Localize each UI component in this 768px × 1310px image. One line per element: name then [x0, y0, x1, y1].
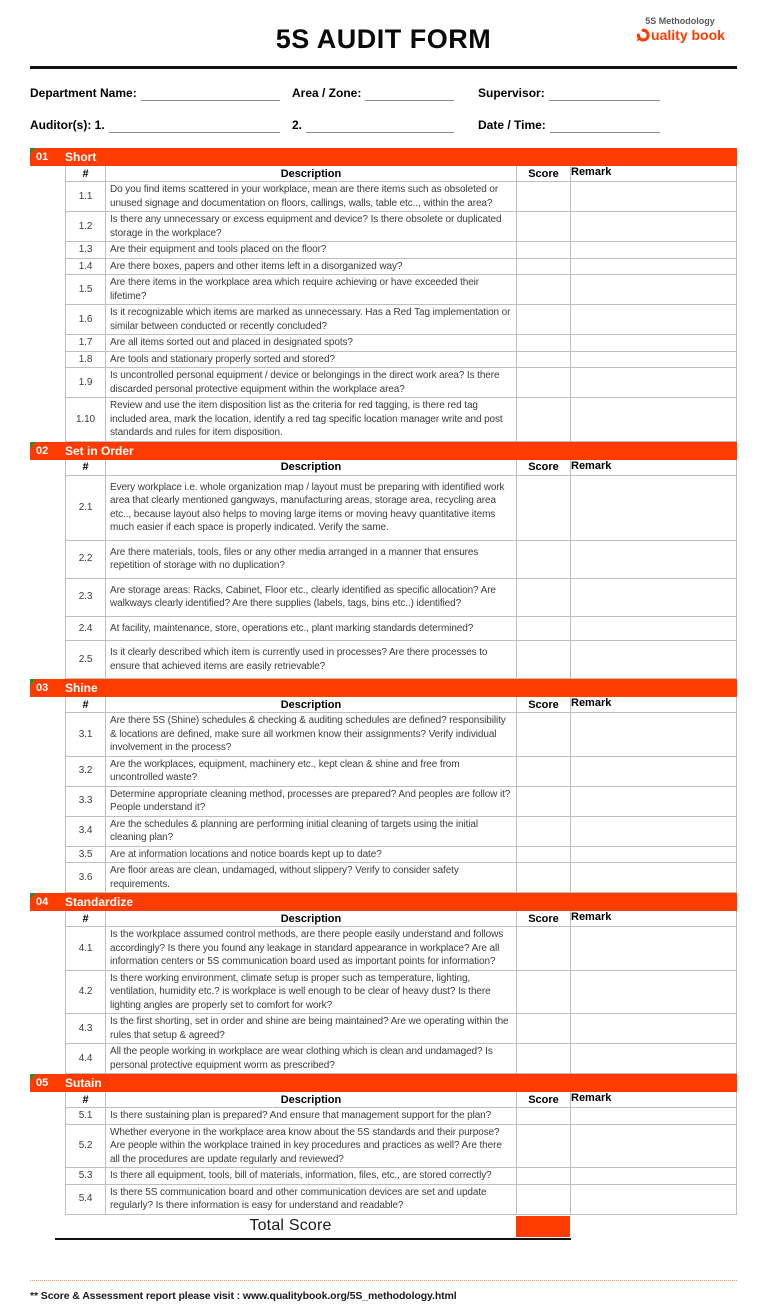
- page-title: 5S AUDIT FORM: [275, 24, 492, 54]
- score-cell[interactable]: [516, 242, 570, 259]
- section-04: [30, 893, 737, 1074]
- table-row: [65, 352, 737, 369]
- auditor-2-label: 2.: [292, 118, 303, 132]
- item-number: 2.5: [65, 641, 105, 679]
- item-description: Are the schedules & planning are performing initial cleaning of targets using the initial cleaning plan?: [105, 817, 516, 847]
- score-cell[interactable]: [516, 275, 570, 305]
- col-header-num: #: [65, 911, 105, 927]
- score-cell[interactable]: [516, 757, 570, 787]
- item-number: 4.1: [65, 927, 105, 971]
- audit-sections: [30, 148, 737, 1215]
- item-number: 1.2: [65, 212, 105, 242]
- item-number: 1.3: [65, 242, 105, 259]
- table-row: [65, 863, 737, 893]
- score-cell[interactable]: [516, 787, 570, 817]
- col-header-score: Score: [516, 697, 570, 713]
- section-header-bar: [30, 893, 737, 911]
- item-description: Determine appropriate cleaning method, processes are prepared? And peoples are follow it? People understand it?: [105, 787, 516, 817]
- department-name-field[interactable]: [141, 87, 280, 101]
- score-cell[interactable]: [516, 1014, 570, 1044]
- section-number: 04: [36, 896, 49, 908]
- table-row: [65, 368, 737, 398]
- item-description: Review and use the item disposition list as the criteria for red tagging, is there red tag included area, mark the location, identify a red tag specific location manager write and post standards and rules for item disposition.: [105, 398, 516, 442]
- item-description: Is the first shorting, set in order and shine are being maintained? Are we operating within the rules that setup & agreed?: [105, 1014, 516, 1044]
- item-number: 1.1: [65, 182, 105, 212]
- item-description: Is uncontrolled personal equipment / device or belongings in the direct work area? Is there discarded personal protective equipment within the workplace area?: [105, 368, 516, 398]
- table-row: [65, 305, 737, 335]
- total-score-cell[interactable]: [516, 1216, 570, 1237]
- section-header-bar: [30, 679, 737, 697]
- table-row: [65, 259, 737, 276]
- table-row: [65, 476, 737, 541]
- item-description: Whether everyone in the workplace area know about the 5S standards and their purpose? Are people within the workplace trained in key procedures and practices as well? Are there all the procedures are update regularly and reviewed?: [105, 1125, 516, 1169]
- total-score-label: Total Score: [249, 1216, 332, 1234]
- item-description: Are their equipment and tools placed on the floor?: [105, 242, 516, 259]
- quality-book-q-icon: [635, 28, 650, 43]
- item-description: Is it recognizable which items are marked as unnecessary. Has a Red Tag implementation or similar between conducted or recently concluded?: [105, 305, 516, 335]
- score-cell[interactable]: [516, 971, 570, 1015]
- item-description: Are tools and stationary properly sorted and stored?: [105, 352, 516, 369]
- remark-cell[interactable]: [570, 242, 737, 259]
- corner-marker-icon: [30, 679, 36, 685]
- item-description: Are at information locations and notice boards kept up to date?: [105, 847, 516, 864]
- section-number: 01: [36, 151, 49, 163]
- table-row: [65, 617, 737, 642]
- footer-note: ** Score & Assessment report please visit : www.qualitybook.org/5S_methodology.html: [30, 1289, 457, 1302]
- total-score-underline: [55, 1238, 571, 1240]
- item-number: 2.2: [65, 541, 105, 579]
- score-cell[interactable]: [516, 617, 570, 642]
- item-number: 4.2: [65, 971, 105, 1015]
- col-header-score: Score: [516, 911, 570, 927]
- table-row: [65, 971, 737, 1015]
- column-header-row: [65, 460, 737, 476]
- col-header-description: Description: [105, 911, 516, 927]
- item-description: Is there working environment, climate setup is proper such as temperature, lighting, ventilation, humidity etc.? is workplace is well enough to be clear of heavy dust? Is there lighting angles are properly set to comfort for work?: [105, 971, 516, 1015]
- table-row: [65, 398, 737, 442]
- score-cell[interactable]: [516, 1044, 570, 1074]
- section-number: 03: [36, 682, 49, 694]
- title-divider: [30, 66, 737, 69]
- remark-cell[interactable]: [570, 713, 737, 757]
- col-header-remark: Remark: [570, 1092, 737, 1108]
- item-number: 1.9: [65, 368, 105, 398]
- item-description: Are there items in the workplace area which require achieving or have exceeded their lifetime?: [105, 275, 516, 305]
- remark-cell[interactable]: [570, 1125, 737, 1169]
- corner-marker-icon: [30, 893, 36, 899]
- remark-cell[interactable]: [570, 787, 737, 817]
- area-zone-field[interactable]: [365, 87, 454, 101]
- section-title: Sutain: [65, 1076, 102, 1090]
- header-fields-row-2: [30, 118, 737, 133]
- remark-cell[interactable]: [570, 1108, 737, 1125]
- table-row: [65, 1044, 737, 1074]
- table-row: [65, 335, 737, 352]
- remark-cell[interactable]: [570, 368, 737, 398]
- item-description: Is the workplace assumed control methods, are there people easily understand and follows accordingly? Is there you found any leakage in standard appearance in workplace? Are all information centers or 5S communication board used as important points for information?: [105, 927, 516, 971]
- header-fields-row-1: [30, 86, 737, 101]
- item-number: 1.8: [65, 352, 105, 369]
- table-row: [65, 713, 737, 757]
- remark-cell[interactable]: [570, 275, 737, 305]
- item-number: 2.3: [65, 579, 105, 617]
- score-cell[interactable]: [516, 335, 570, 352]
- date-time-field[interactable]: [550, 119, 660, 133]
- score-cell[interactable]: [516, 476, 570, 541]
- remark-cell[interactable]: [570, 1168, 737, 1185]
- remark-cell[interactable]: [570, 182, 737, 212]
- remark-cell[interactable]: [570, 212, 737, 242]
- logo-tagline: 5S Methodology: [645, 16, 715, 26]
- remark-cell[interactable]: [570, 259, 737, 276]
- corner-marker-icon: [30, 1074, 36, 1080]
- section-title: Shine: [65, 681, 98, 695]
- section-02: [30, 442, 737, 680]
- col-header-num: #: [65, 697, 105, 713]
- department-name-label: Department Name:: [30, 86, 137, 100]
- table-row: [65, 1125, 737, 1169]
- remark-cell[interactable]: [570, 1014, 737, 1044]
- score-cell[interactable]: [516, 1125, 570, 1169]
- score-cell[interactable]: [516, 398, 570, 442]
- item-description: Is there 5S communication board and other communication devices are set and update regularly? Is there information is easy for understand and readable?: [105, 1185, 516, 1215]
- score-cell[interactable]: [516, 305, 570, 335]
- score-cell[interactable]: [516, 579, 570, 617]
- remark-cell[interactable]: [570, 1044, 737, 1074]
- score-cell[interactable]: [516, 212, 570, 242]
- score-cell[interactable]: [516, 863, 570, 893]
- col-header-remark: Remark: [570, 460, 737, 476]
- score-cell[interactable]: [516, 368, 570, 398]
- column-header-row: [65, 166, 737, 182]
- item-description: At facility, maintenance, store, operations etc., plant marking standards determined?: [105, 617, 516, 642]
- logo-brand-text: uality book: [651, 27, 725, 43]
- col-header-num: #: [65, 1092, 105, 1108]
- item-description: Is there any unnecessary or excess equipment and device? Is there obsolete or duplicated storage in the workplace?: [105, 212, 516, 242]
- item-description: Are there boxes, papers and other items left in a disorganized way?: [105, 259, 516, 276]
- remark-cell[interactable]: [570, 927, 737, 971]
- remark-cell[interactable]: [570, 1185, 737, 1215]
- col-header-num: #: [65, 166, 105, 182]
- supervisor-field[interactable]: [549, 87, 660, 101]
- remark-cell[interactable]: [570, 579, 737, 617]
- item-description: Are there materials, tools, files or any other media arranged in a manner that ensures repetition of storage with no duplication?: [105, 541, 516, 579]
- item-number: 3.4: [65, 817, 105, 847]
- section-header-bar: [30, 148, 737, 166]
- table-row: [65, 1168, 737, 1185]
- table-row: [65, 817, 737, 847]
- item-number: 3.2: [65, 757, 105, 787]
- score-cell[interactable]: [516, 927, 570, 971]
- section-number: 02: [36, 444, 49, 457]
- total-score-row: [30, 1216, 737, 1240]
- table-row: [65, 787, 737, 817]
- table-row: [65, 212, 737, 242]
- table-row: [65, 579, 737, 617]
- item-description: Are floor areas are clean, undamaged, without slippery? Verify to consider safety requirements.: [105, 863, 516, 893]
- section-03: [30, 679, 737, 893]
- date-time-label: Date / Time:: [478, 118, 546, 132]
- auditor-2-field[interactable]: [306, 119, 454, 133]
- item-description: Is there sustaining plan is prepared? And ensure that management support for the plan?: [105, 1108, 516, 1125]
- col-header-num: #: [65, 460, 105, 476]
- item-description: Every workplace i.e. whole organization map / layout must be preparing with identified work area that clearly mentioned gangways, manufacturing areas, storage area, recycling area etc.., because layout also helps to moving large items or moving heavy quantitative items much easier if each space is properly indicated. Verify the same.: [105, 476, 516, 541]
- remark-cell[interactable]: [570, 847, 737, 864]
- score-cell[interactable]: [516, 1168, 570, 1185]
- score-cell[interactable]: [516, 641, 570, 679]
- table-row: [65, 1108, 737, 1125]
- column-header-row: [65, 697, 737, 713]
- item-number: 5.1: [65, 1108, 105, 1125]
- col-header-description: Description: [105, 166, 516, 182]
- remark-cell[interactable]: [570, 617, 737, 642]
- item-description: All the people working in workplace are wear clothing which is clean and undamaged? Is personal protective equipment worm as prescribed?: [105, 1044, 516, 1074]
- remark-cell[interactable]: [570, 335, 737, 352]
- score-cell[interactable]: [516, 847, 570, 864]
- logo-brand: [635, 27, 725, 43]
- section-01: [30, 148, 737, 442]
- item-number: 1.6: [65, 305, 105, 335]
- score-cell[interactable]: [516, 817, 570, 847]
- table-row: [65, 1014, 737, 1044]
- table-row: [65, 847, 737, 864]
- table-row: [65, 1185, 737, 1215]
- remark-cell[interactable]: [570, 476, 737, 541]
- section-header-bar: [30, 1074, 737, 1092]
- score-cell[interactable]: [516, 352, 570, 369]
- table-row: [65, 927, 737, 971]
- col-header-description: Description: [105, 1092, 516, 1108]
- col-header-remark: Remark: [570, 166, 737, 182]
- supervisor-label: Supervisor:: [478, 86, 545, 100]
- corner-marker-icon: [30, 442, 36, 448]
- col-header-description: Description: [105, 460, 516, 476]
- col-header-score: Score: [516, 1092, 570, 1108]
- section-title: Standardize: [65, 895, 134, 909]
- remark-cell[interactable]: [570, 817, 737, 847]
- table-row: [65, 541, 737, 579]
- item-description: Is it clearly described which item is currently used in processes? Are there processes to ensure that achieved items are easily retrievable?: [105, 641, 516, 679]
- remark-cell[interactable]: [570, 305, 737, 335]
- item-number: 1.5: [65, 275, 105, 305]
- auditor-1-field[interactable]: [109, 119, 280, 133]
- brand-logo: [625, 16, 735, 48]
- score-cell[interactable]: [516, 713, 570, 757]
- table-row: [65, 182, 737, 212]
- item-number: 1.10: [65, 398, 105, 442]
- table-row: [65, 242, 737, 259]
- remark-cell[interactable]: [570, 641, 737, 679]
- remark-cell[interactable]: [570, 352, 737, 369]
- score-cell[interactable]: [516, 541, 570, 579]
- item-number: 4.4: [65, 1044, 105, 1074]
- section-title: Short: [65, 150, 97, 164]
- masthead: [30, 16, 737, 60]
- remark-cell[interactable]: [570, 863, 737, 893]
- item-number: 3.1: [65, 713, 105, 757]
- column-header-row: [65, 911, 737, 927]
- item-number: 3.5: [65, 847, 105, 864]
- item-number: 2.1: [65, 476, 105, 541]
- item-number: 3.6: [65, 863, 105, 893]
- remark-cell[interactable]: [570, 398, 737, 442]
- section-05: [30, 1074, 737, 1215]
- item-number: 3.3: [65, 787, 105, 817]
- item-number: 1.7: [65, 335, 105, 352]
- item-number: 1.4: [65, 259, 105, 276]
- table-row: [65, 757, 737, 787]
- item-description: Do you find items scattered in your workplace, mean are there items such as obsoleted or unused signage and documentation on floors, callings, walls, table etc.., within the area?: [105, 182, 516, 212]
- page-footer: [30, 1280, 737, 1302]
- item-description: Are there 5S (Shine) schedules & checking & auditing schedules are defined? responsibility & locations are defined, make sure all workmen know their assignments? Verify individual involvement in the process?: [105, 713, 516, 757]
- col-header-remark: Remark: [570, 911, 737, 927]
- column-header-row: [65, 1092, 737, 1108]
- corner-marker-icon: [30, 148, 36, 154]
- remark-cell[interactable]: [570, 541, 737, 579]
- table-row: [65, 641, 737, 679]
- section-header-bar: [30, 442, 737, 460]
- item-number: 5.4: [65, 1185, 105, 1215]
- score-cell[interactable]: [516, 1185, 570, 1215]
- item-description: Is there all equipment, tools, bill of materials, information, files, etc., are stored correctly?: [105, 1168, 516, 1185]
- item-description: Are the workplaces, equipment, machinery etc., kept clean & shine and free from uncontrolled waste?: [105, 757, 516, 787]
- item-description: Are all items sorted out and placed in designated spots?: [105, 335, 516, 352]
- score-cell[interactable]: [516, 259, 570, 276]
- score-cell[interactable]: [516, 1108, 570, 1125]
- col-header-remark: Remark: [570, 697, 737, 713]
- section-number: 05: [36, 1077, 49, 1089]
- section-title: Set in Order: [65, 443, 134, 458]
- remark-cell[interactable]: [570, 757, 737, 787]
- col-header-score: Score: [516, 166, 570, 182]
- remark-cell[interactable]: [570, 971, 737, 1015]
- item-number: 5.3: [65, 1168, 105, 1185]
- col-header-description: Description: [105, 697, 516, 713]
- item-number: 2.4: [65, 617, 105, 642]
- item-number: 5.2: [65, 1125, 105, 1169]
- item-description: Are storage areas: Racks, Cabinet, Floor etc., clearly identified as specific allocation? Are walkways clearly identified? Are there supplies (labels, tags, bins etc..) identified?: [105, 579, 516, 617]
- col-header-score: Score: [516, 460, 570, 476]
- score-cell[interactable]: [516, 182, 570, 212]
- area-zone-label: Area / Zone:: [292, 86, 362, 100]
- table-row: [65, 275, 737, 305]
- auditor-1-label: Auditor(s): 1.: [30, 118, 105, 132]
- item-number: 4.3: [65, 1014, 105, 1044]
